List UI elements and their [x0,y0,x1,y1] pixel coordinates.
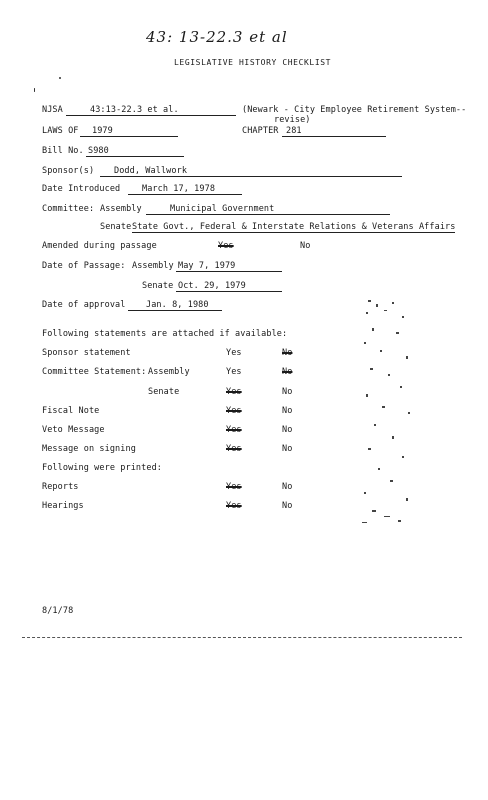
attached-heading: Following statements are attached if available: [42,329,288,339]
message-on-signing-label: Message on signing [42,444,136,454]
reports-yes: Yes [226,482,242,492]
handwritten-reference: 43: 13-22.3 et al [146,28,288,46]
veto-message-no: No [282,425,293,435]
committee-statement-senate-yes: Yes [226,387,242,397]
sponsor-statement-no: No [282,348,293,358]
sponsor-statement-yes: Yes [226,348,242,358]
njsa-note-line2: revise) [274,115,311,125]
committee-statement-senate-no: No [282,387,293,397]
committee-assembly-value-line [146,204,390,215]
sponsor-statement-label: Sponsor statement [42,348,131,358]
laws-of-label: LAWS OF [42,126,79,136]
bill-no-value-line [86,146,184,157]
bill-no-value: S980 [88,146,109,156]
amended-yes: Yes [218,241,234,251]
committee-statement-label: Committee Statement: [42,367,147,377]
hearings-no: No [282,501,293,511]
page-title: LEGISLATIVE HISTORY CHECKLIST [174,58,332,67]
committee-senate-value: State Govt., Federal & Interstate Relations & Veterans Affairs [132,222,456,232]
njsa-value-line [66,105,236,116]
reports-label: Reports [42,482,79,492]
committee-assembly-value: Municipal Government [170,204,275,214]
committee-statement-assembly-no: No [282,367,293,377]
amended-label: Amended during passage [42,241,157,251]
chapter-label: CHAPTER [242,126,279,136]
date-introduced-label: Date Introduced [42,184,121,194]
message-on-signing-yes: Yes [226,444,242,454]
veto-message-label: Veto Message [42,425,105,435]
printed-heading: Following were printed: [42,463,163,473]
chapter-value-line [282,126,386,137]
njsa-label: NJSA [42,105,63,115]
amended-no: No [300,241,311,251]
footer-code: 8/1/78 [42,606,74,616]
scan-speck [59,77,61,79]
passage-assembly-value-line [176,261,282,272]
scan-speck [34,88,35,92]
fiscal-note-no: No [282,406,293,416]
approval-value-line [128,300,222,311]
hearings-yes: Yes [226,501,242,511]
approval-value: Jan. 8, 1980 [146,300,209,310]
sponsors-value-line [100,166,402,177]
passage-senate-value: Oct. 29, 1979 [178,281,246,291]
footer-dashed-rule [22,637,462,638]
reports-no: No [282,482,293,492]
date-introduced-value-line [128,184,242,195]
bill-no-label: Bill No. [42,146,84,156]
veto-message-yes: Yes [226,425,242,435]
sponsors-value: Dodd, Wallwork [114,166,188,176]
njsa-note-line1: (Newark - City Employee Retirement System-- [242,105,467,115]
fiscal-note-label: Fiscal Note [42,406,100,416]
committee-statement-assembly-yes: Yes [226,367,242,377]
committee-assembly-label: Assembly [100,204,142,214]
njsa-value: 43:13-22.3 et al. [90,105,179,115]
passage-senate-label: Senate [142,281,174,291]
committee-statement-assembly-label: Assembly [148,367,190,377]
laws-of-value-line [80,126,178,137]
passage-assembly-label: Assembly [132,261,174,271]
hearings-label: Hearings [42,501,84,511]
passage-label: Date of Passage: [42,261,126,271]
passage-senate-value-line [176,281,282,292]
date-introduced-value: March 17, 1978 [142,184,216,194]
fiscal-note-yes: Yes [226,406,242,416]
sponsors-label: Sponsor(s) [42,166,95,176]
committee-senate-label: Senate [100,222,132,232]
scan-artifact [362,298,414,528]
passage-assembly-value: May 7, 1979 [178,261,236,271]
committee-label: Committee: [42,204,95,214]
chapter-value: 281 [286,126,302,136]
committee-statement-senate-label: Senate [148,387,180,397]
laws-of-value: 1979 [92,126,113,136]
message-on-signing-no: No [282,444,293,454]
approval-label: Date of approval [42,300,126,310]
